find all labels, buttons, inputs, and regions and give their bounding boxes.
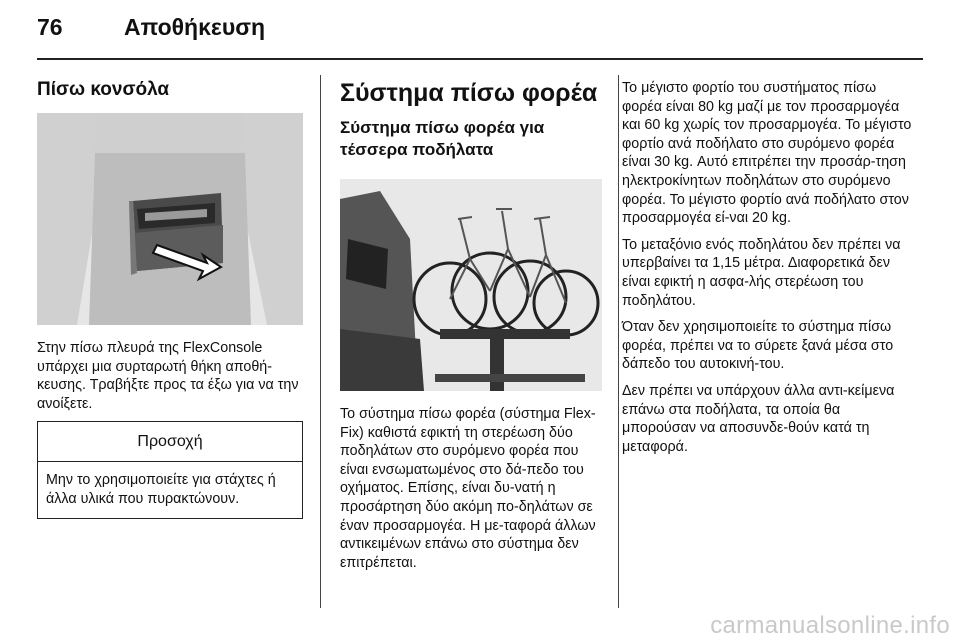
wheelbase-paragraph: Το μεταξόνιο ενός ποδηλάτου δεν πρέπει να υπερβαίνει τα 1,15 μέτρα. Διαφορετικά δεν είναι εφικτή η ασφα-λής στερέωση του ποδηλάτου. [622, 236, 901, 309]
bike-carrier-figure [340, 179, 602, 391]
section-title: Αποθήκευση [124, 14, 266, 40]
warning-box [37, 421, 303, 518]
bike-carrier-icon [340, 179, 602, 391]
rear-carrier-subtitle: Σύστημα πίσω φορέα για τέσσερα ποδήλατα [340, 118, 545, 159]
column-rear-carrier [340, 79, 604, 580]
column-divider [320, 75, 321, 608]
warning-title: Προσοχή [38, 422, 302, 462]
console-drawer-figure [37, 113, 303, 325]
rear-carrier-title: Σύστημα πίσω φορέα [340, 79, 598, 107]
rear-console-title: Πίσω κονσόλα [37, 79, 170, 100]
header-divider [37, 58, 923, 60]
console-drawer-icon [37, 113, 303, 325]
column-rear-console [37, 79, 305, 519]
max-load-paragraph: Το μέγιστο φορτίο του συστήματος πίσω φορέα είναι 80 kg μαζί με τον προσαρμογέα και 60 kg χωρίς τον προσαρμογέα. Το μέγιστο φορτίο ανά ποδήλατο στο συρόμενο φορέα είναι 30 kg. Αυτό επιτρέπει την προσάρ-τηση ηλεκτροκίνητων ποδηλάτων στο συρόμενο φορέα. Το μέγιστο φορτίο ανά ποδήλατο στον προσαρμογέα εί-ναι 20 kg. [622, 80, 912, 227]
rear-console-paragraph: Στην πίσω πλευρά της FlexConsole υπάρχει μια συρταρωτή θήκη αποθή-κευσης. Τραβήξτε προς τα έξω για να την ανοίξετε. [37, 340, 299, 412]
column-carrier-details [622, 79, 912, 464]
stowing-paragraph: Όταν δεν χρησιμοποιείτε το σύστημα πίσω φορέα, πρέπει να το σύρετε ξανά μέσα στο δάπεδο του αυτοκινή-του. [622, 319, 894, 373]
column-divider [618, 75, 619, 608]
page-number: 76 [37, 14, 63, 40]
rear-carrier-paragraph: Το σύστημα πίσω φορέα (σύστημα Flex-Fix) καθιστά εφικτή τη στερέωση δύο ποδηλάτων στο συρόμενο φορέα που είναι ενσωματωμένος στο δά-πεδο του οχήματος. Επίσης, είναι δυ-νατή η προσάρτηση δύο ακόμη πο-δηλάτων σε έναν προσαρμογέα. Η με-ταφορά άλλων αντικειμένων επάνω στο σύστημα δεν επιτρέπεται. [340, 406, 596, 571]
loose-objects-paragraph: Δεν πρέπει να υπάρχουν άλλα αντι-κείμενα επάνω στα ποδήλατα, τα οποία θα μπορούσαν να αποσυνδε-θούν κατά τη μεταφορά. [622, 382, 895, 455]
watermark: carmanualsonline.info [710, 612, 950, 639]
warning-text: Μην το χρησιμοποιείτε για στάχτες ή άλλα υλικά που πυρακτώνουν. [46, 472, 276, 507]
